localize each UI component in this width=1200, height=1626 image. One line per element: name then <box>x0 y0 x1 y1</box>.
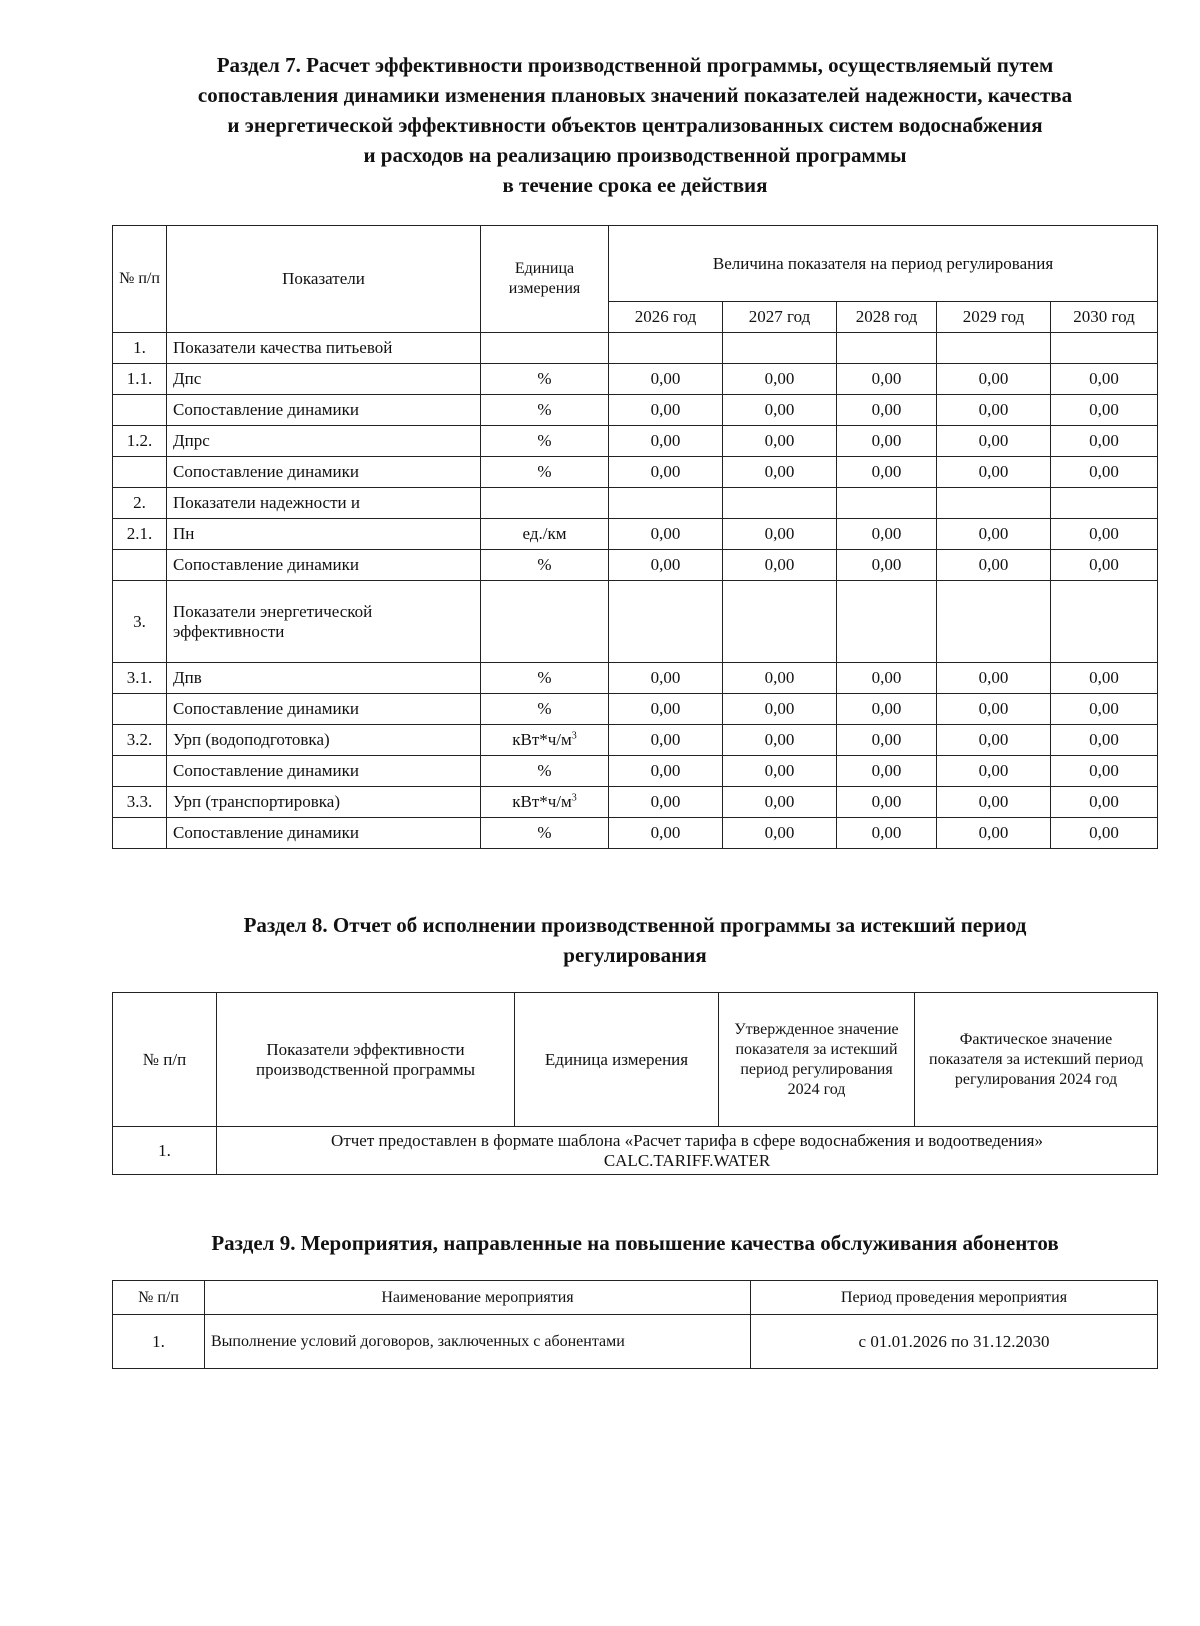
section7-title-line: в течение срока ее действия <box>502 173 768 197</box>
s8-row-text <box>217 1127 1158 1175</box>
row-value: 0,00 <box>723 725 837 756</box>
row-value: 0,00 <box>837 725 937 756</box>
row-unit <box>481 364 609 395</box>
row-num: 1.2. <box>113 426 167 457</box>
header-year: 2029 год <box>937 302 1051 333</box>
row-unit <box>481 550 609 581</box>
row-value <box>609 333 723 364</box>
row-unit-text: % <box>537 823 552 842</box>
s8-header-actual: Фактическое значение показателя за истекший период регулирования 2024 год <box>915 993 1158 1127</box>
row-num: 3.1. <box>113 663 167 694</box>
s8-header-approved: Утвержденное значение показателя за истекший период регулирования 2024 год <box>719 993 915 1127</box>
section8-title-line: регулирования <box>563 943 707 967</box>
row-indicator: Сопоставление динамики <box>167 694 481 725</box>
row-value <box>723 333 837 364</box>
row-unit <box>481 395 609 426</box>
row-value: 0,00 <box>1051 395 1158 426</box>
row-value: 0,00 <box>609 787 723 818</box>
row-value: 0,00 <box>1051 725 1158 756</box>
table-row <box>113 519 1158 550</box>
row-value: 0,00 <box>723 550 837 581</box>
row-indicator: Дпс <box>167 364 481 395</box>
row-value: 0,00 <box>1051 457 1158 488</box>
s9-row-period: с 01.01.2026 по 31.12.2030 <box>751 1315 1158 1369</box>
section9-table <box>112 1280 1158 1369</box>
s8-header-num: № п/п <box>113 993 217 1127</box>
table-row <box>113 488 1158 519</box>
row-value: 0,00 <box>609 694 723 725</box>
table-row <box>113 756 1158 787</box>
row-value: 0,00 <box>837 818 937 849</box>
s8-header-unit: Единица измерения <box>515 993 719 1127</box>
row-value: 0,00 <box>837 426 937 457</box>
row-indicator: Урп (транспортировка) <box>167 787 481 818</box>
s8-row-num: 1. <box>113 1127 217 1175</box>
row-indicator: Показатели надежности и <box>167 488 481 519</box>
row-value: 0,00 <box>723 694 837 725</box>
section9-title <box>110 1228 1160 1258</box>
header-year: 2026 год <box>609 302 723 333</box>
row-num <box>113 395 167 426</box>
row-value: 0,00 <box>1051 364 1158 395</box>
header-num: № п/п <box>113 226 167 333</box>
section8-title <box>110 910 1160 970</box>
row-value <box>723 581 837 663</box>
row-value: 0,00 <box>1051 694 1158 725</box>
row-value: 0,00 <box>937 364 1051 395</box>
row-unit-text: % <box>537 462 552 481</box>
row-value: 0,00 <box>609 426 723 457</box>
row-unit-text: кВт*ч/м <box>512 792 572 811</box>
row-value: 0,00 <box>723 457 837 488</box>
s9-row-num: 1. <box>113 1315 205 1369</box>
row-value: 0,00 <box>609 550 723 581</box>
row-unit <box>481 488 609 519</box>
row-indicator: Пн <box>167 519 481 550</box>
row-unit <box>481 787 609 818</box>
table-row <box>113 364 1158 395</box>
row-unit <box>481 756 609 787</box>
row-value: 0,00 <box>609 364 723 395</box>
row-value: 0,00 <box>723 818 837 849</box>
row-unit <box>481 663 609 694</box>
row-indicator: Дпв <box>167 663 481 694</box>
row-unit <box>481 694 609 725</box>
row-value: 0,00 <box>837 395 937 426</box>
row-value: 0,00 <box>837 519 937 550</box>
header-year: 2027 год <box>723 302 837 333</box>
row-value <box>937 488 1051 519</box>
row-value: 0,00 <box>1051 519 1158 550</box>
row-value: 0,00 <box>837 364 937 395</box>
table-row <box>113 395 1158 426</box>
row-value: 0,00 <box>609 663 723 694</box>
row-value <box>837 488 937 519</box>
row-num: 2.1. <box>113 519 167 550</box>
section7-title <box>110 50 1160 200</box>
header-year: 2028 год <box>837 302 937 333</box>
header-indicator: Показатели <box>167 226 481 333</box>
row-num <box>113 694 167 725</box>
table-row <box>113 818 1158 849</box>
row-indicator: Дпрс <box>167 426 481 457</box>
row-indicator: Сопоставление динамики <box>167 457 481 488</box>
row-value: 0,00 <box>1051 550 1158 581</box>
row-num: 3.3. <box>113 787 167 818</box>
row-value <box>609 581 723 663</box>
row-value: 0,00 <box>837 787 937 818</box>
row-value: 0,00 <box>937 725 1051 756</box>
row-value: 0,00 <box>937 457 1051 488</box>
s9-row-name: Выполнение условий договоров, заключенных с абонентами <box>205 1315 751 1369</box>
row-value: 0,00 <box>723 364 837 395</box>
row-unit-text: % <box>537 668 552 687</box>
section8-title-line: Раздел 8. Отчет об исполнении производственной программы за истекший период <box>243 913 1027 937</box>
row-indicator: Урп (водоподготовка) <box>167 725 481 756</box>
s9-header-num: № п/п <box>113 1281 205 1315</box>
row-num <box>113 457 167 488</box>
row-indicator: Сопоставление динамики <box>167 395 481 426</box>
table-row <box>113 725 1158 756</box>
row-unit-superscript: 3 <box>571 792 577 804</box>
row-value: 0,00 <box>837 550 937 581</box>
row-value: 0,00 <box>837 663 937 694</box>
row-value: 0,00 <box>1051 663 1158 694</box>
table-row <box>113 426 1158 457</box>
row-unit-text: кВт*ч/м <box>512 730 572 749</box>
row-num: 3. <box>113 581 167 663</box>
row-indicator: Сопоставление динамики <box>167 550 481 581</box>
row-value: 0,00 <box>1051 787 1158 818</box>
table-row <box>113 457 1158 488</box>
row-value <box>837 333 937 364</box>
section7-title-line: и энергетической эффективности объектов централизованных систем водоснабжения <box>227 113 1043 137</box>
row-value: 0,00 <box>723 787 837 818</box>
row-unit-superscript: 3 <box>571 730 577 742</box>
row-value <box>1051 333 1158 364</box>
row-unit <box>481 725 609 756</box>
row-num: 1. <box>113 333 167 364</box>
row-unit-text: % <box>537 761 552 780</box>
row-num <box>113 818 167 849</box>
row-value: 0,00 <box>723 426 837 457</box>
row-value <box>723 488 837 519</box>
row-value <box>837 581 937 663</box>
section7-title-line: сопоставления динамики изменения плановых значений показателей надежности, качества <box>197 83 1073 107</box>
row-value: 0,00 <box>1051 426 1158 457</box>
section7-table <box>112 225 1158 849</box>
row-value: 0,00 <box>609 457 723 488</box>
row-value: 0,00 <box>723 395 837 426</box>
row-value: 0,00 <box>609 725 723 756</box>
row-num: 3.2. <box>113 725 167 756</box>
row-value <box>937 581 1051 663</box>
row-unit-text: % <box>537 431 552 450</box>
row-value: 0,00 <box>1051 756 1158 787</box>
row-unit-text: % <box>537 369 552 388</box>
row-value: 0,00 <box>937 519 1051 550</box>
s8-row-text-line2: CALC.TARIFF.WATER <box>603 1150 771 1170</box>
header-unit: Единица измерения <box>481 226 609 333</box>
row-value: 0,00 <box>609 756 723 787</box>
row-value: 0,00 <box>609 818 723 849</box>
row-value: 0,00 <box>937 694 1051 725</box>
header-year: 2030 год <box>1051 302 1158 333</box>
row-value: 0,00 <box>609 395 723 426</box>
row-value: 0,00 <box>1051 818 1158 849</box>
row-unit <box>481 426 609 457</box>
row-value: 0,00 <box>723 663 837 694</box>
section9-title-line: Раздел 9. Мероприятия, направленные на повышение качества обслуживания абонентов <box>211 1231 1059 1255</box>
row-unit-text: % <box>537 699 552 718</box>
table-row <box>113 787 1158 818</box>
row-value: 0,00 <box>723 519 837 550</box>
row-value: 0,00 <box>937 787 1051 818</box>
row-value: 0,00 <box>837 756 937 787</box>
row-value: 0,00 <box>937 756 1051 787</box>
row-value <box>1051 488 1158 519</box>
row-value: 0,00 <box>937 550 1051 581</box>
row-num <box>113 550 167 581</box>
row-unit <box>481 333 609 364</box>
row-unit <box>481 581 609 663</box>
row-num: 2. <box>113 488 167 519</box>
row-unit <box>481 818 609 849</box>
row-value: 0,00 <box>837 694 937 725</box>
row-unit-text: % <box>537 400 552 419</box>
row-value: 0,00 <box>937 426 1051 457</box>
row-unit-text: % <box>537 555 552 574</box>
section8-table <box>112 992 1158 1175</box>
row-indicator: Сопоставление динамики <box>167 756 481 787</box>
row-value: 0,00 <box>937 395 1051 426</box>
s8-row-text-line1: Отчет предоставлен в формате шаблона «Расчет тарифа в сфере водоснабжения и водоотведения» <box>331 1130 1043 1150</box>
table-row <box>113 333 1158 364</box>
row-unit <box>481 519 609 550</box>
s9-header-period: Период проведения мероприятия <box>751 1281 1158 1315</box>
table-row <box>113 694 1158 725</box>
row-value: 0,00 <box>937 818 1051 849</box>
section7-title-line: и расходов на реализацию производственной программы <box>363 143 907 167</box>
header-period: Величина показателя на период регулирования <box>609 226 1158 302</box>
row-value: 0,00 <box>937 663 1051 694</box>
row-num: 1.1. <box>113 364 167 395</box>
row-value: 0,00 <box>837 457 937 488</box>
row-num <box>113 756 167 787</box>
row-unit <box>481 457 609 488</box>
row-value: 0,00 <box>723 756 837 787</box>
table-row <box>113 581 1158 663</box>
row-value <box>1051 581 1158 663</box>
row-value <box>937 333 1051 364</box>
row-indicator: Показатели энергетической эффективности <box>167 581 481 663</box>
row-indicator: Показатели качества питьевой <box>167 333 481 364</box>
section7-title-line: Раздел 7. Расчет эффективности производственной программы, осуществляемый путем <box>216 53 1054 77</box>
s8-header-indicator: Показатели эффективности производственной программы <box>217 993 515 1127</box>
row-value <box>609 488 723 519</box>
row-unit-text: ед./км <box>522 524 567 543</box>
row-indicator: Сопоставление динамики <box>167 818 481 849</box>
table-row <box>113 550 1158 581</box>
row-value: 0,00 <box>609 519 723 550</box>
s9-header-name: Наименование мероприятия <box>205 1281 751 1315</box>
table-row <box>113 663 1158 694</box>
